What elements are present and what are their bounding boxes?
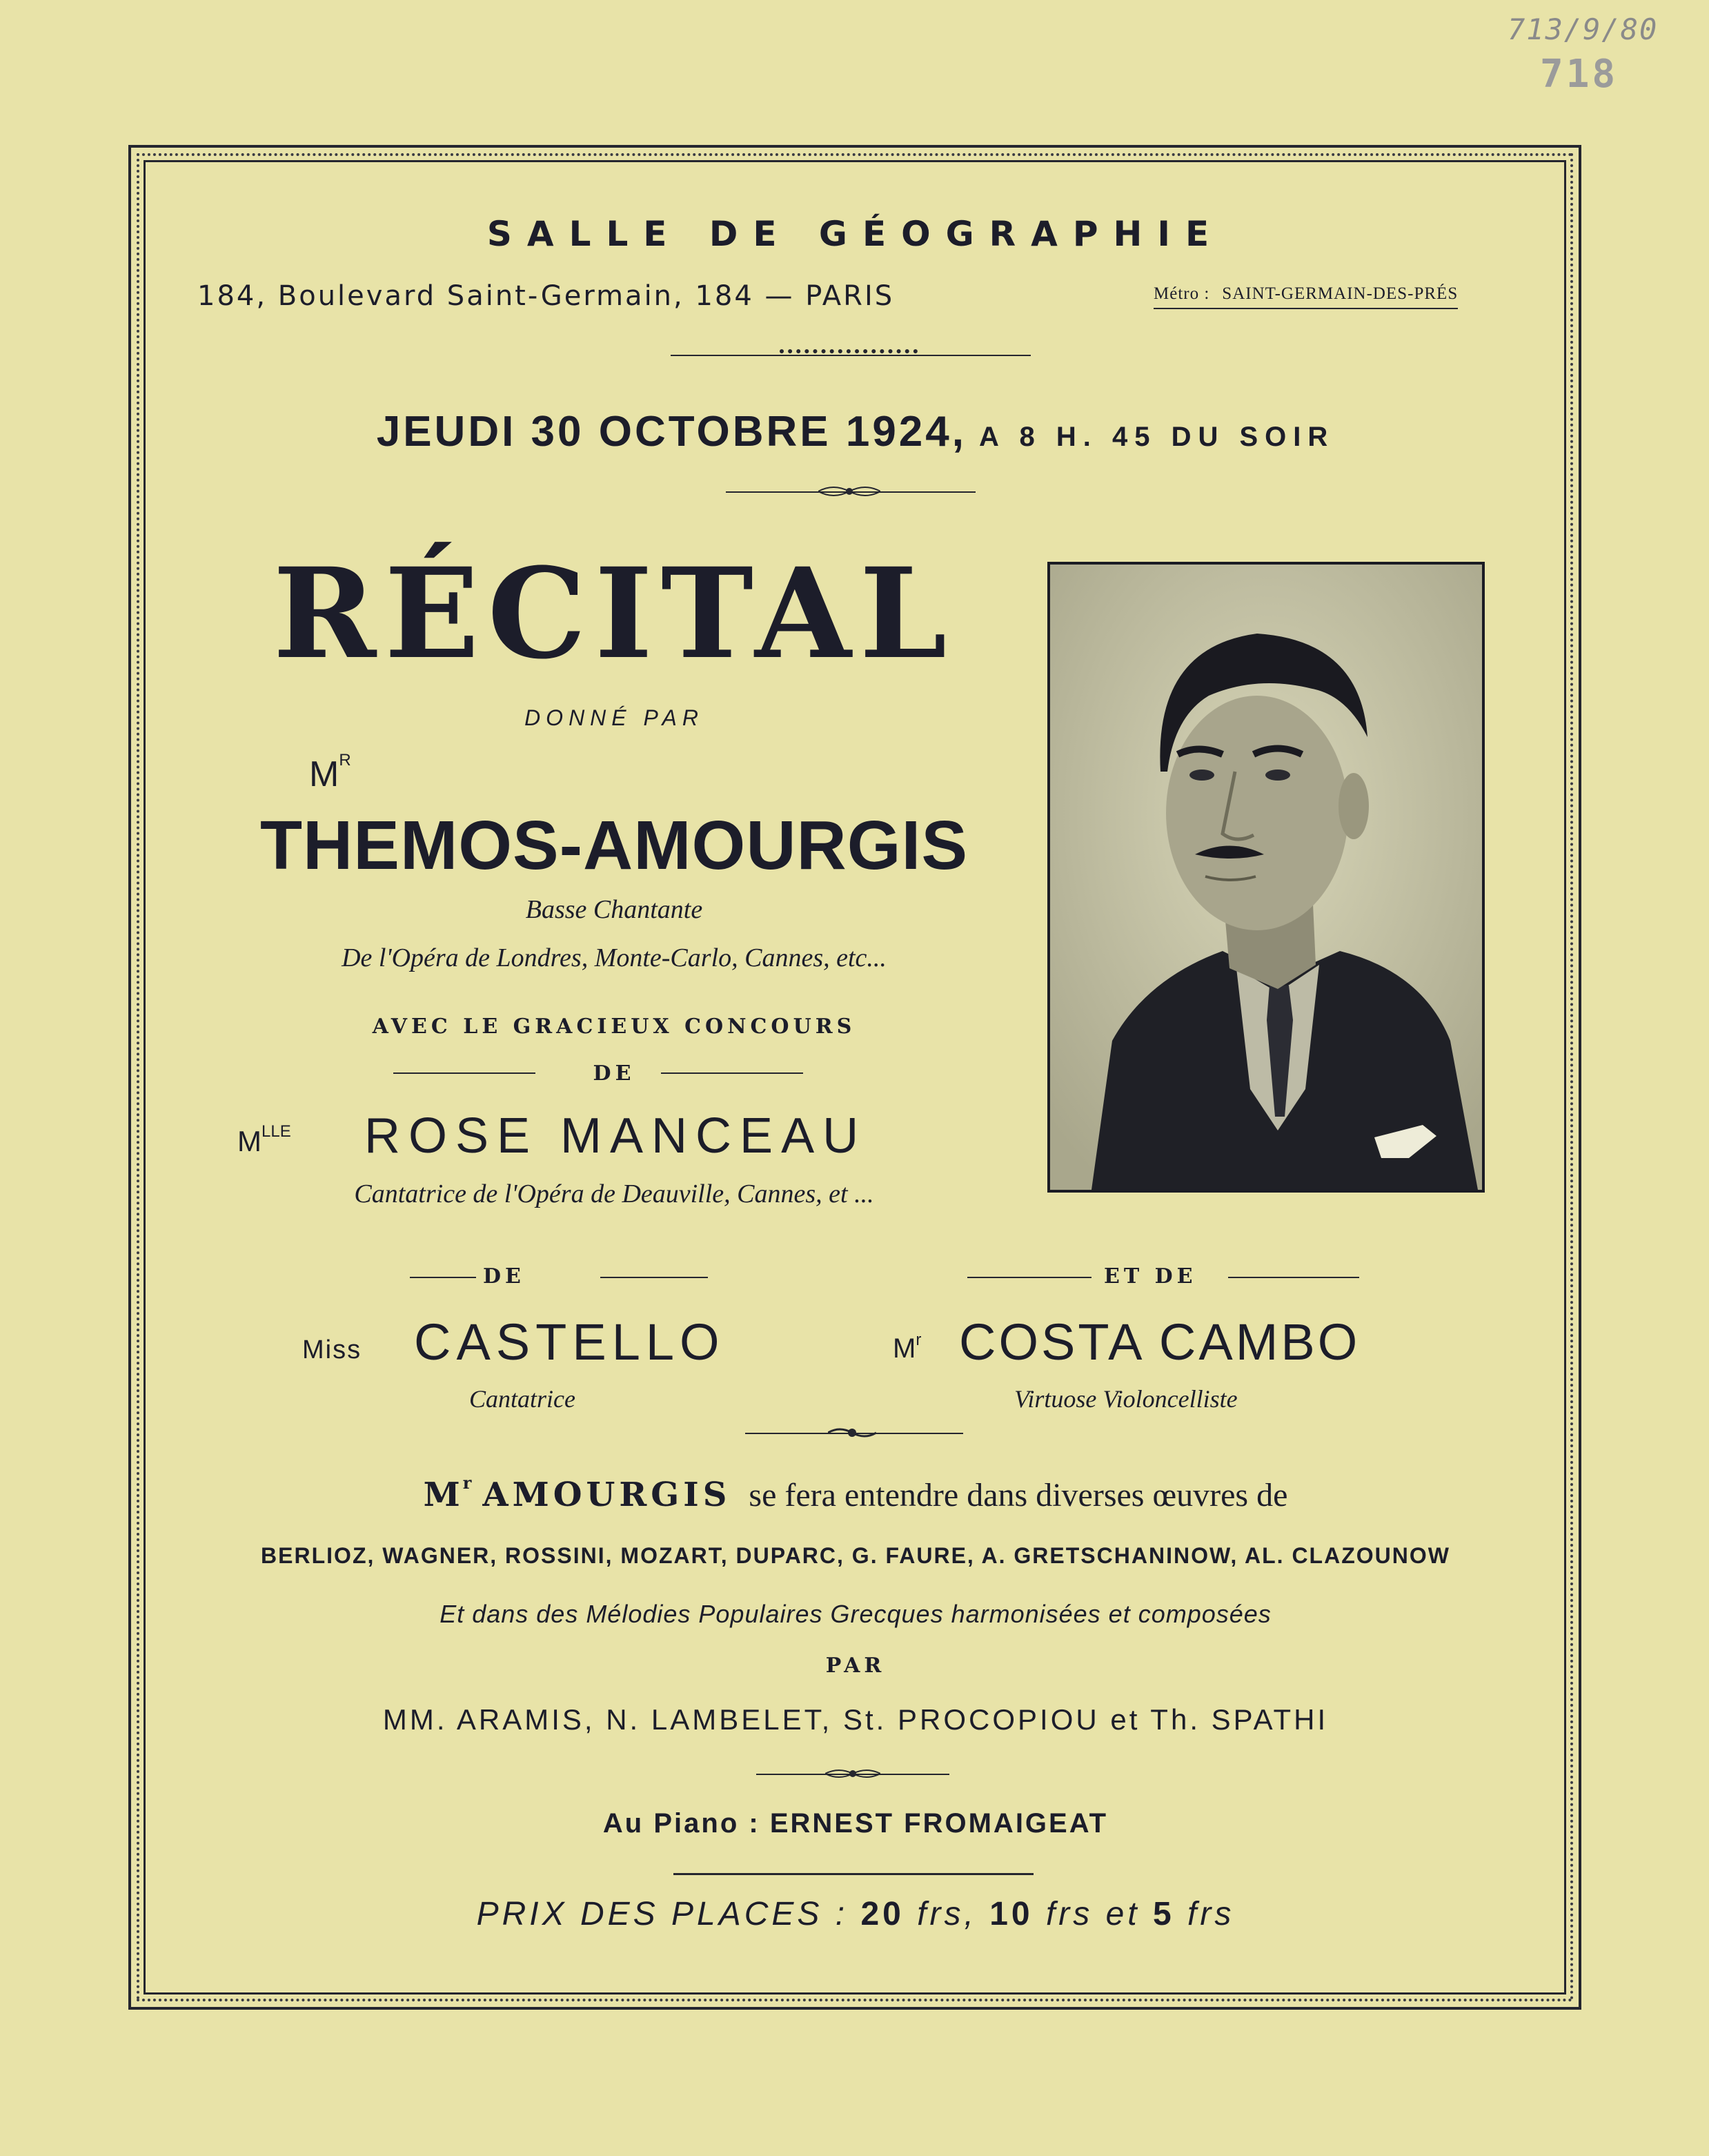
divider-rule	[661, 1072, 803, 1074]
castello-role: Cantatrice	[469, 1385, 575, 1413]
ornament-divider	[818, 483, 880, 497]
arrangers-list: MM. ARAMIS, N. LAMBELET, St. PROCOPIOU et Th. SPATHI	[382, 1703, 1329, 1736]
prices-label: PRIX DES PLACES :	[476, 1896, 849, 1932]
main-artist-credits: De l'Opéra de Londres, Monte-Carlo, Cannes, etc...	[342, 943, 887, 972]
honorific-text: M	[237, 1125, 261, 1157]
event-date	[179, 407, 1532, 456]
venue-name: SALLE DE GÉOGRAPHIE	[486, 214, 1225, 254]
price-3: 5	[1152, 1896, 1175, 1932]
price-1: 20	[860, 1896, 905, 1932]
divider-rule	[410, 1277, 476, 1278]
divider-rule	[673, 1873, 1034, 1875]
prices-conjunction: et	[1105, 1896, 1140, 1932]
event-time: A 8 H. 45 DU SOIR	[979, 422, 1335, 452]
price-3-unit: frs	[1187, 1896, 1235, 1932]
venue-address: 184, Boulevard Saint-Germain, 184 — PARIS	[197, 280, 895, 312]
honorific-text: M	[423, 1476, 463, 1514]
price-2: 10	[989, 1896, 1034, 1932]
melodies-line: Et dans des Mélodies Populaires Grecques harmonisées et composées	[439, 1600, 1272, 1628]
honorific-superscript: r	[462, 1473, 475, 1493]
recital-title: RÉCITAL	[273, 541, 956, 687]
metro-station: SAINT-GERMAIN-DES-PRÉS	[1222, 284, 1459, 303]
honorific-superscript: R	[339, 751, 351, 770]
honorific-superscript: r	[916, 1331, 922, 1349]
program-text: se fera entendre dans diverses œuvres de	[749, 1477, 1288, 1513]
honorific-superscript: LLE	[261, 1122, 291, 1141]
honorific-text: M	[309, 754, 339, 794]
rose-honorific	[237, 1122, 291, 1158]
program-statement	[179, 1473, 1532, 1514]
rose-manceau-name: ROSE MANCEAU	[364, 1108, 867, 1164]
divider-dots	[780, 349, 918, 359]
program-honorific	[423, 1473, 475, 1514]
piano-name: ERNEST FROMAIGEAT	[769, 1808, 1109, 1839]
metro-info	[1154, 284, 1458, 309]
par-label: PAR	[825, 1654, 886, 1678]
artist-honorific	[309, 751, 351, 795]
composer-list: BERLIOZ, WAGNER, ROSSINI, MOZART, DUPARC, G. FAURE, A. GRETSCHANINOW, AL. CLAZOUNOW	[261, 1543, 1450, 1568]
ornament-divider	[828, 1424, 876, 1441]
concours-de: DE	[593, 1061, 635, 1086]
rose-manceau-role: Cantatrice de l'Opéra de Deauville, Cannes, et ...	[354, 1179, 874, 1208]
given-by-label: DONNÉ PAR	[524, 705, 704, 730]
honorific-text: M	[893, 1333, 916, 1364]
ornament-divider	[825, 1765, 880, 1782]
price-2-unit: frs	[1045, 1896, 1094, 1932]
archive-reference-number: 713/9/80	[1508, 12, 1659, 46]
piano-label: Au Piano :	[602, 1808, 760, 1839]
program-artist-name: AMOURGIS	[482, 1476, 731, 1514]
performers-de-header: DE	[483, 1264, 525, 1288]
castello-name: CASTELLO	[414, 1313, 725, 1371]
performers-et-de-header: ET DE	[1104, 1264, 1197, 1288]
piano-accompanist	[179, 1808, 1532, 1839]
divider-rule	[600, 1277, 708, 1278]
price-1-unit: frs,	[917, 1896, 977, 1932]
costa-cambo-name: COSTA CAMBO	[959, 1313, 1361, 1371]
divider-rule	[1228, 1277, 1359, 1278]
archive-mark: 718	[1540, 52, 1619, 97]
ticket-prices	[179, 1895, 1532, 1933]
main-artist-role: Basse Chantante	[525, 895, 703, 924]
main-artist-name: THEMOS-AMOURGIS	[259, 807, 969, 884]
metro-label: Métro :	[1154, 284, 1210, 303]
portrait-photo	[1047, 562, 1485, 1193]
castello-honorific: Miss	[302, 1335, 362, 1364]
event-date-day: JEUDI 30 OCTOBRE 1924,	[376, 408, 967, 455]
concours-line: AVEC LE GRACIEUX CONCOURS	[372, 1015, 856, 1039]
cambo-honorific	[893, 1333, 921, 1364]
divider-rule	[967, 1277, 1091, 1278]
costa-cambo-role: Virtuose Violoncelliste	[1014, 1385, 1238, 1413]
